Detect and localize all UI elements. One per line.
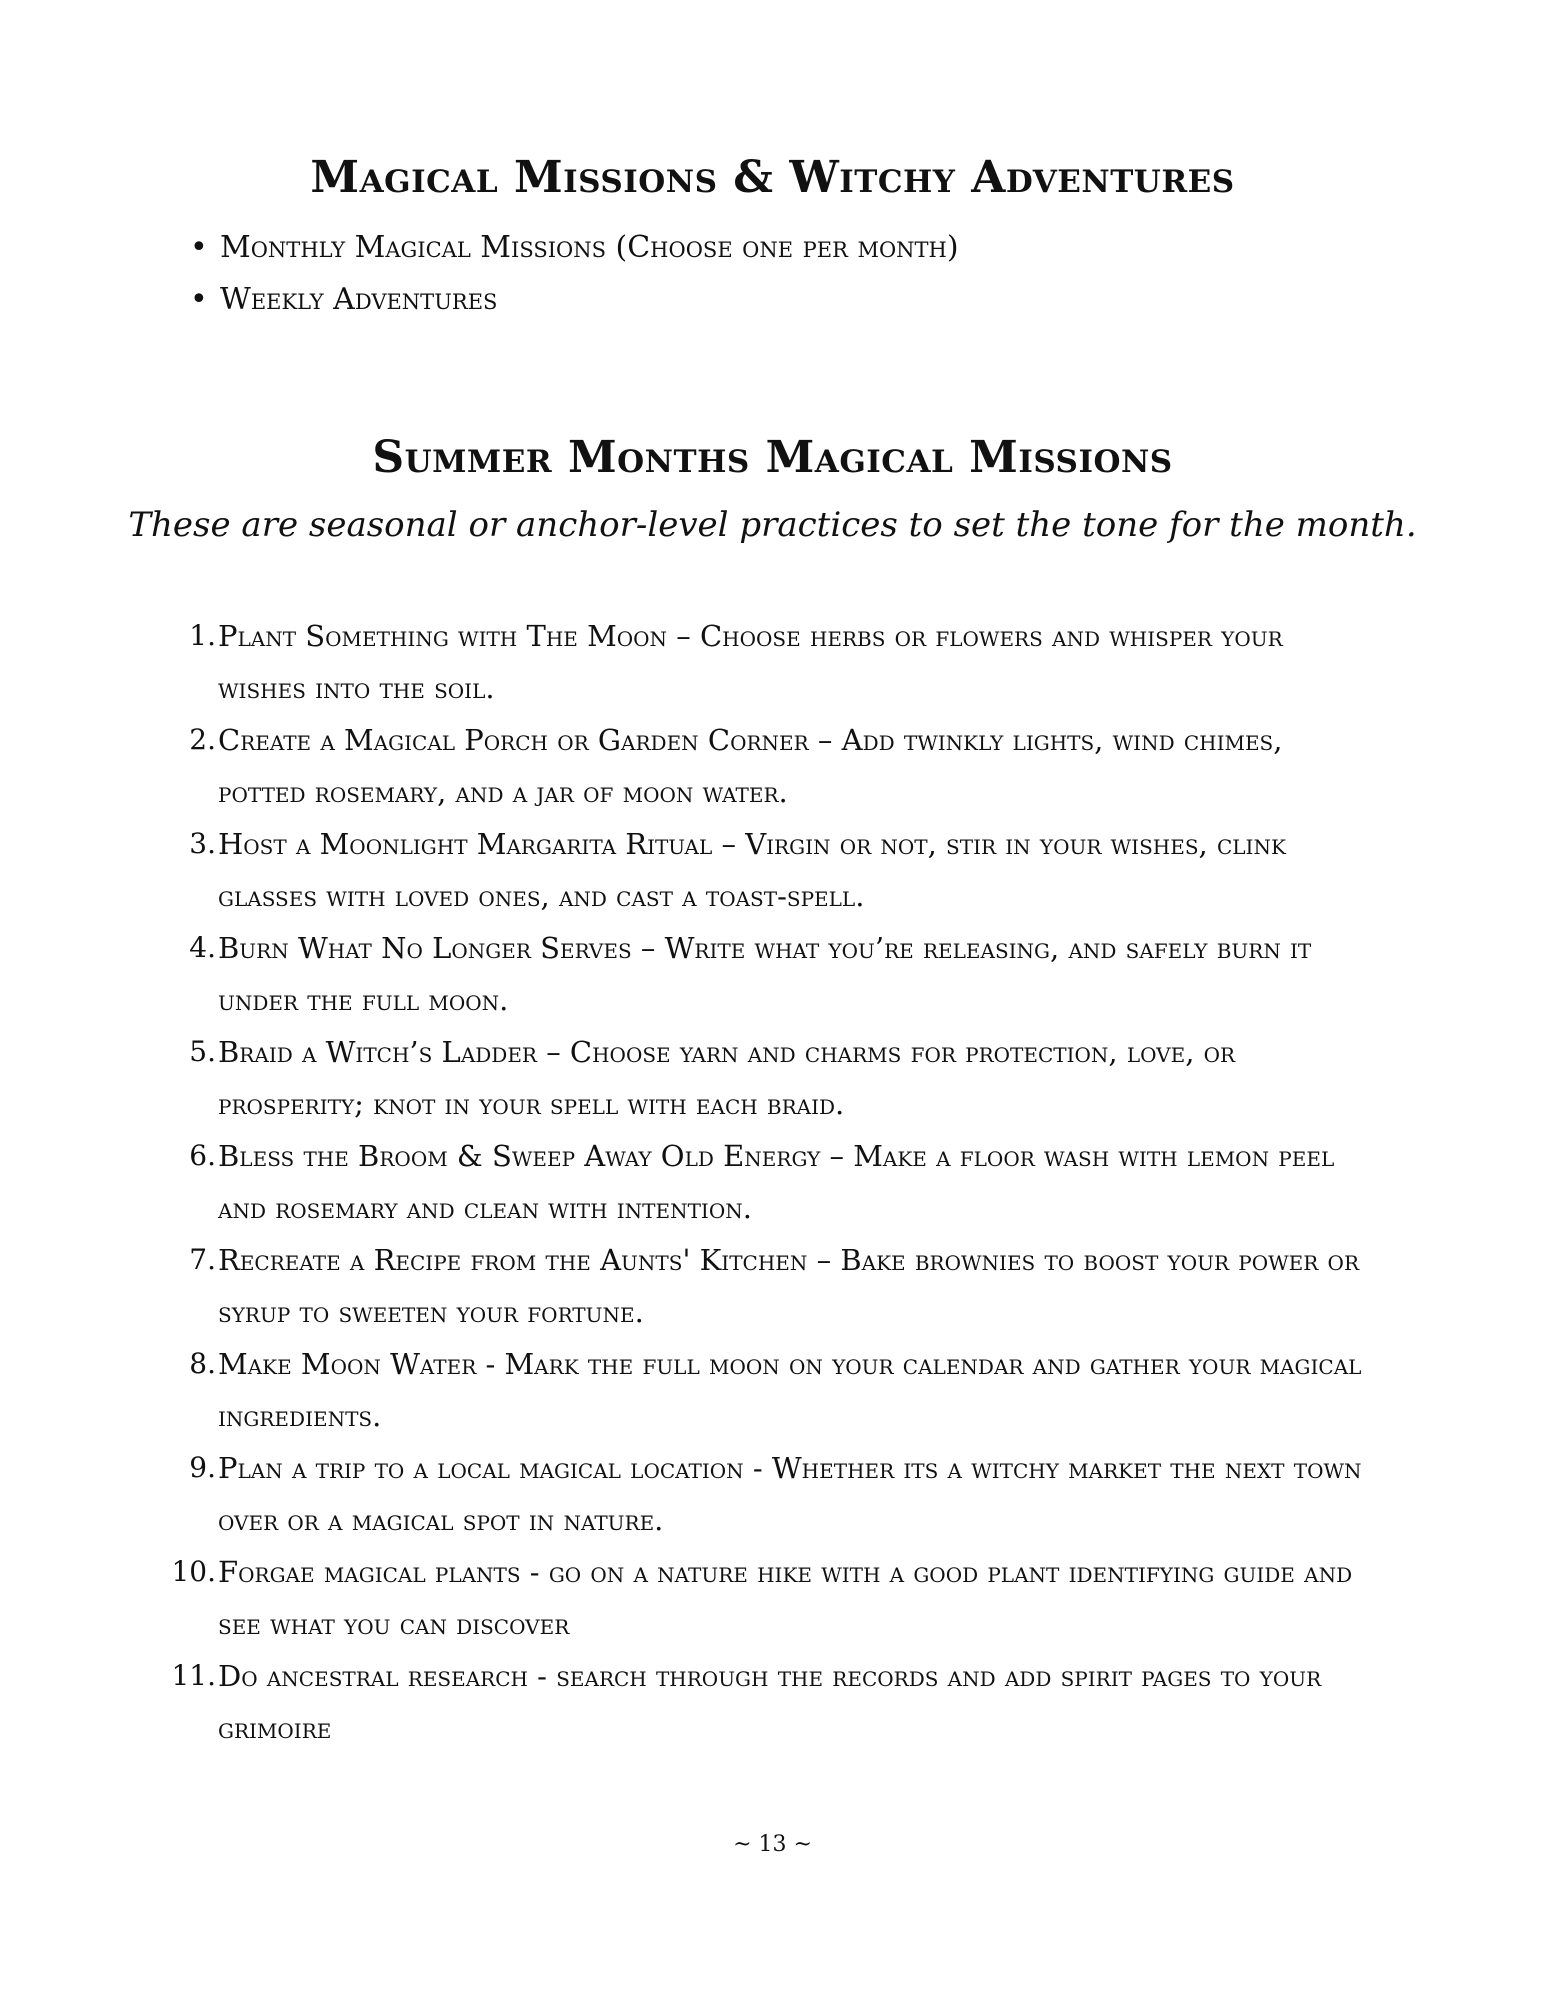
- section-title-magical-missions: Magical Missions & Witchy Adventures: [310, 152, 1235, 203]
- list-item: [178, 610, 1378, 714]
- item-text: Bless the Broom & Sweep Away Old Energy – Make a floor wash with lemon peel and rosemary and clean with intention.: [218, 1139, 1335, 1225]
- list-item: [178, 922, 1378, 1026]
- list-item: [178, 1442, 1378, 1546]
- item-text: Host a Moonlight Margarita Ritual – Virgin or not, stir in your wishes, clink glasses with loved ones, and cast a toast-spell.: [218, 827, 1286, 913]
- item-text: Make Moon Water - Mark the full moon on your calendar and gather your magical ingredients.: [218, 1347, 1362, 1433]
- item-number: 9.: [189, 1451, 216, 1484]
- list-item: [178, 1234, 1378, 1338]
- missions-list: [171, 610, 1378, 1754]
- list-item: [178, 714, 1378, 818]
- bullet-item: [190, 222, 959, 274]
- item-number: 7.: [189, 1243, 216, 1276]
- list-item: [171, 1546, 1378, 1650]
- list-item: [178, 818, 1378, 922]
- item-number: 2.: [189, 723, 216, 756]
- bullet-text: Monthly Magical Missions (Choose one per month): [220, 230, 959, 265]
- item-number: 3.: [189, 827, 216, 860]
- item-number: 5.: [189, 1035, 216, 1068]
- bullet-text: Weekly Adventures: [220, 282, 498, 317]
- item-number: 8.: [189, 1347, 216, 1380]
- list-item: [171, 1650, 1378, 1754]
- item-number: 10.: [171, 1555, 216, 1588]
- bullet-dot-icon: •: [190, 282, 208, 317]
- item-text: Burn What No Longer Serves – Write what you’re releasing, and safely burn it under the full moon.: [218, 931, 1312, 1017]
- item-text: Plant Something with The Moon – Choose herbs or flowers and whisper your wishes into the soil.: [218, 619, 1283, 705]
- bullet-dot-icon: •: [190, 230, 208, 265]
- section-subtitle: These are seasonal or anchor-level practices to set the tone for the month.: [128, 505, 1417, 545]
- page-number: ~ 13 ~: [733, 1832, 812, 1857]
- item-text: Create a Magical Porch or Garden Corner – Add twinkly lights, wind chimes, potted rosemary, and a jar of moon water.: [218, 723, 1283, 809]
- section-title-summer-missions: Summer Months Magical Missions: [372, 432, 1173, 483]
- list-item: [178, 1026, 1378, 1130]
- list-item: [178, 1338, 1378, 1442]
- item-text: Forgae magical plants - go on a nature hike with a good plant identifying guide and see what you can discover: [218, 1555, 1353, 1641]
- item-number: 6.: [189, 1139, 216, 1172]
- list-item: [178, 1130, 1378, 1234]
- item-text: Plan a trip to a local magical location - Whether its a witchy market the next town over or a magical spot in nature.: [218, 1451, 1362, 1537]
- overview-bullet-list: [190, 222, 959, 326]
- item-text: Recreate a Recipe from the Aunts' Kitchen – Bake brownies to boost your power or syrup to sweeten your fortune.: [218, 1243, 1360, 1329]
- item-number: 1.: [189, 619, 216, 652]
- bullet-item: [190, 274, 959, 326]
- item-number: 4.: [189, 931, 216, 964]
- item-text: Do ancestral research - search through the records and add spirit pages to your grimoire: [218, 1659, 1322, 1745]
- item-number: 11.: [171, 1659, 216, 1692]
- item-text: Braid a Witch’s Ladder – Choose yarn and charms for protection, love, or prosperity; knot in your spell with each braid.: [218, 1035, 1236, 1121]
